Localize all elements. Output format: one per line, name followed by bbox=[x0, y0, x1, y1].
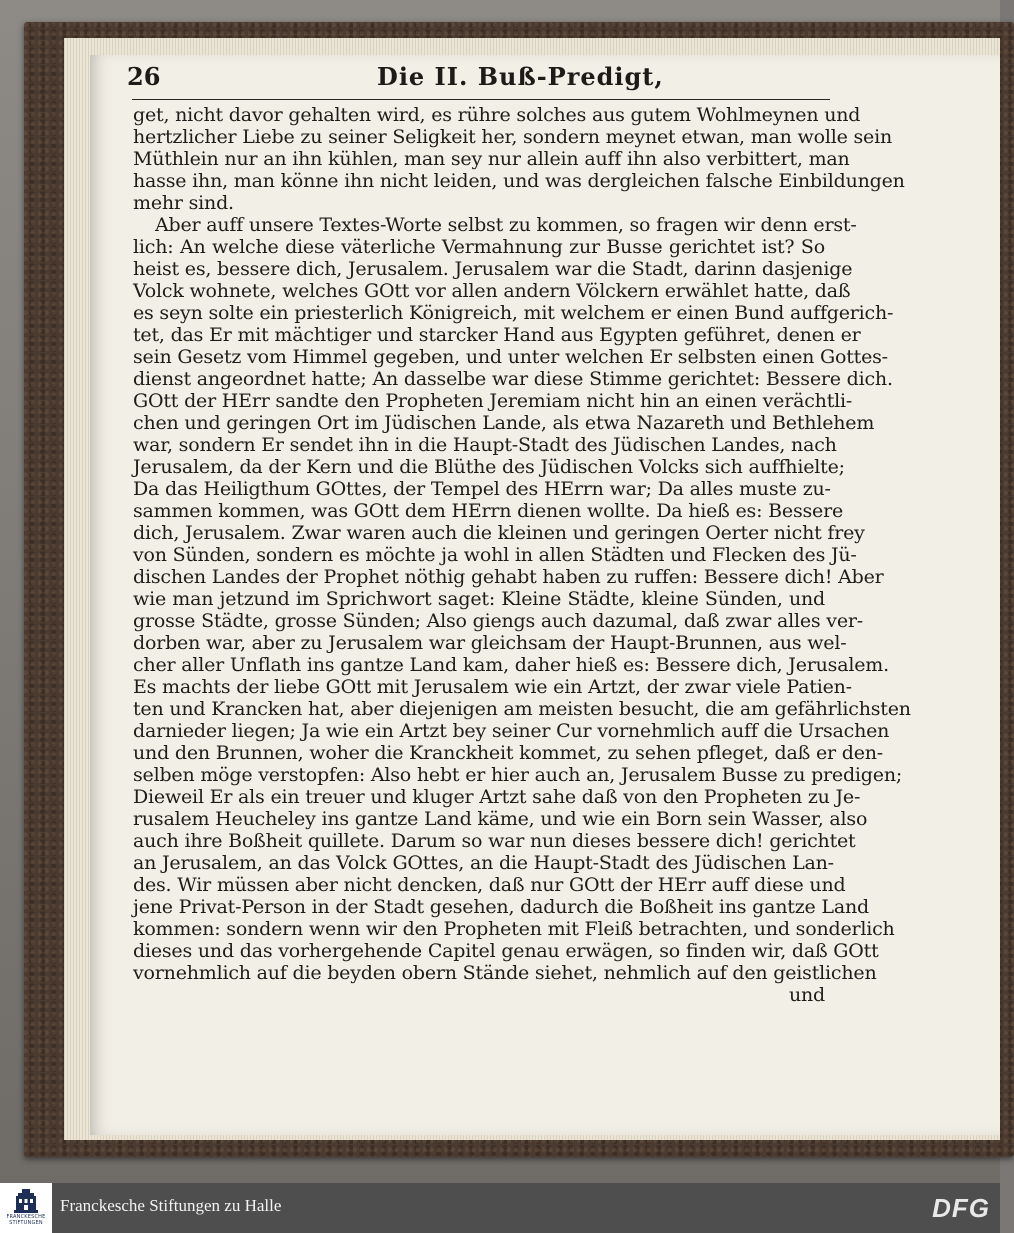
text-line: selben möge verstopfen: Also hebt er hier auch an, Jerusalem Busse zu predigen; bbox=[133, 764, 903, 786]
text-line: Dieweil Er als ein treuer und kluger Artzt sahe daß von den Propheten zu Je- bbox=[133, 786, 861, 808]
text-line: Volck wohnete, welches GOtt vor allen andern Völckern erwählet hatte, daß bbox=[133, 280, 851, 302]
text-line: jene Privat-Person in der Stadt gesehen, dadurch die Boßheit ins gantze Land bbox=[133, 896, 869, 918]
text-line: dischen Landes der Prophet nöthig gehabt haben zu ruffen: Bessere dich! Aber bbox=[133, 566, 884, 588]
text-line: und den Brunnen, woher die Kranckheit kommet, zu sehen pfleget, daß er den- bbox=[133, 742, 884, 764]
text-line: wie man jetzund im Sprichwort saget: Kleine Städte, kleine Sünden, und bbox=[133, 588, 825, 610]
text-line: dienst angeordnet hatte; An dasselbe war diese Stimme gerichtet: Bessere dich. bbox=[133, 368, 893, 390]
franckesche-logo[interactable] bbox=[0, 1183, 52, 1233]
text-line: heist es, bessere dich, Jerusalem. Jerusalem war die Stadt, darinn dasjenige bbox=[133, 258, 853, 280]
running-head bbox=[127, 62, 717, 94]
text-line: sein Gesetz vom Himmel gegeben, und unter welchen Er selbsten einen Gottes- bbox=[133, 346, 888, 368]
text-line: auch ihre Boßheit quillete. Darum so war nun dieses bessere dich! gerichtet bbox=[133, 830, 856, 852]
text-line: dich, Jerusalem. Zwar waren auch die kleinen und geringen Oerter nicht frey bbox=[133, 522, 865, 544]
dfg-logo[interactable]: DFG bbox=[932, 1193, 990, 1223]
catchword: und bbox=[788, 984, 825, 1006]
text-line: sammen kommen, was GOtt dem HErrn dienen wollte. Da hieß es: Bessere bbox=[133, 500, 844, 522]
text-line: cher aller Unflath ins gantze Land kam, daher hieß es: Bessere dich, Jerusalem. bbox=[133, 654, 889, 676]
text-line: Müthlein nur an ihn kühlen, man sey nur allein auff ihn also verbittert, man bbox=[133, 148, 850, 170]
text-line: mehr sind. bbox=[133, 192, 234, 214]
logo-text: FRANCKESCHE STIFTUNGEN bbox=[6, 1214, 46, 1226]
text-line: GOtt der HErr sandte den Propheten Jeremiam nicht hin an einen verächtli- bbox=[133, 390, 853, 412]
text-line: hasse ihn, man könne ihn nicht leiden, und was dergleichen falsche Einbildungen bbox=[133, 170, 905, 192]
text-line: an Jerusalem, an das Volck GOttes, an die Haupt-Stadt des Jüdischen Lan- bbox=[133, 852, 834, 874]
text-line: tet, das Er mit mächtiger und starcker Hand aus Egypten geführet, denen er bbox=[133, 324, 861, 346]
text-line: kommen: sondern wenn wir den Propheten mit Fleiß betrachten, und sonderlich bbox=[133, 918, 895, 940]
footer-bar bbox=[0, 1183, 1000, 1233]
body-text bbox=[133, 104, 911, 1006]
text-line: Jerusalem, da der Kern und die Blüthe des Jüdischen Volcks sich auffhielte; bbox=[133, 456, 845, 478]
page-number: 26 bbox=[127, 62, 161, 91]
text-line: des. Wir müssen aber nicht dencken, daß nur GOtt der HErr auff diese und bbox=[133, 874, 846, 896]
text-line: dieses und das vorhergehende Capitel genau erwägen, so finden wir, daß GOtt bbox=[133, 940, 879, 962]
institution-name[interactable]: Franckesche Stiftungen zu Halle bbox=[60, 1196, 282, 1215]
page-heading: Die II. Buß-Predigt, bbox=[377, 62, 664, 91]
text-line: war, sondern Er sendet ihn in die Haupt-Stadt des Jüdischen Landes, nach bbox=[133, 434, 837, 456]
text-line: ten und Krancken hat, aber diejenigen am meisten besucht, die am gefährlichsten bbox=[133, 698, 911, 720]
orphanage-emblem-icon bbox=[13, 1187, 39, 1215]
text-line: get, nicht davor gehalten wird, es rühre solches aus gutem Wohlmeynen und bbox=[133, 104, 861, 126]
text-line: dorben war, aber zu Jerusalem war gleichsam der Haupt-Brunnen, aus wel- bbox=[133, 632, 847, 654]
text-line: chen und geringen Ort im Jüdischen Lande, als etwa Nazareth und Bethlehem bbox=[133, 412, 875, 434]
text-line: hertzlicher Liebe zu seiner Seligkeit her, sondern meynet etwan, man wolle sein bbox=[133, 126, 892, 148]
text-line: Aber auff unsere Textes-Worte selbst zu kommen, so fragen wir denn erst- bbox=[155, 214, 857, 236]
text-line: lich: An welche diese väterliche Vermahnung zur Busse gerichtet ist? So bbox=[133, 236, 825, 258]
text-line: vornehmlich auf die beyden obern Stände siehet, nehmlich auf den geistlichen bbox=[133, 962, 877, 984]
head-rule bbox=[132, 99, 830, 100]
text-line: es seyn solte ein priesterlich Königreich, mit welchem er einen Bund auffgerich- bbox=[133, 302, 894, 324]
text-line: rusalem Heucheley ins gantze Land käme, und wie ein Born sein Wasser, also bbox=[133, 808, 868, 830]
text-line: grosse Städte, grosse Sünden; Also giengs auch dazumal, daß zwar alles ver- bbox=[133, 610, 863, 632]
text-line: Es machts der liebe GOtt mit Jerusalem wie ein Artzt, der zwar viele Patien- bbox=[133, 676, 852, 698]
text-line: von Sünden, sondern es möchte ja wohl in allen Städten und Flecken des Jü- bbox=[133, 544, 857, 566]
text-line: Da das Heiligthum GOttes, der Tempel des HErrn war; Da alles muste zu- bbox=[133, 478, 831, 500]
text-line: darnieder liegen; Ja wie ein Artzt bey seiner Cur vornehmlich auff die Ursachen bbox=[133, 720, 890, 742]
